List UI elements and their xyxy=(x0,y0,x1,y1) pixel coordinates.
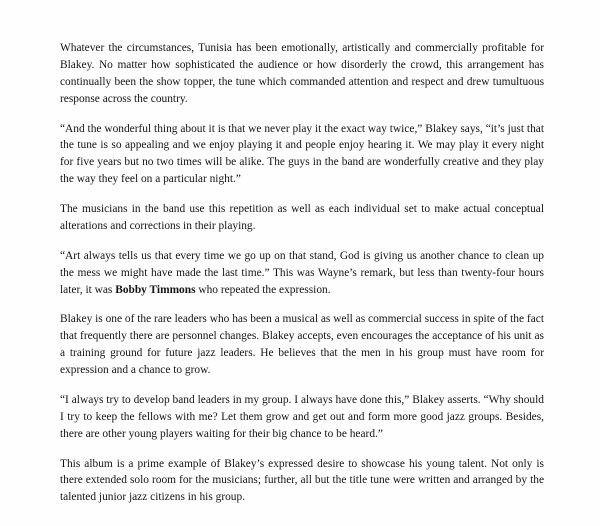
paragraph-6: “I always try to develop band leaders in my group. I always have done this,” Blakey asserts. “Why should I try to keep the fellows with me? Let them grow and get out and form more good jazz groups. Besides, there are other young players waiting for their big chance to be heard.” xyxy=(60,393,544,440)
paragraph-4 xyxy=(60,248,544,299)
paragraph-7: This album is a prime example of Blakey’s expressed desire to showcase his young talent. Not only is there extended solo room for the musicians; further, all but the title tune were written and arranged by the talented junior jazz citizens in his group. xyxy=(60,457,544,504)
paragraph-3: The musicians in the band use this repetition as well as each individual set to make actual conceptual alterations and corrections in their playing. xyxy=(60,203,544,232)
document-body xyxy=(60,40,544,506)
paragraph-2: “And the wonderful thing about it is that we never play it the exact way twice,” Blakey says, “it’s just that the tune is so appealing and we enjoy playing it and people enjoy hearing it. We may play it every night for five years but no two times will be alike. The guys in the band are wonderfully creative and they play the way they feel on a particular night.” xyxy=(60,122,544,186)
paragraph-5: Blakey is one of the rare leaders who has been a musical as well as commercial success in spite of the fact that frequently there are personnel changes. Blakey accepts, even encourages the acceptance of his unit as a training ground for future jazz leaders. He believes that the men in his group must have room for expression and a chance to grow. xyxy=(60,313,544,376)
paragraph-1: Whatever the circumstances, Tunisia has been emotionally, artistically and commercially profitable for Blakey. No matter how sophisticated the audience or how disorderly the crowd, this arrangement has continually been the show topper, the tune which commanded attention and respect and drew tumultuous response across the country. xyxy=(60,42,544,105)
paragraph-4-part-3: who repeated the expression. xyxy=(195,283,331,296)
musician-name-bobby-timmons: Bobby Timmons xyxy=(115,283,196,296)
paragraph-4-part-1: “Art always tells us that every time we go up on that stand, God is giving us another chance to clean up the mess we might have made the last time.” This was Wayne’s remark, but less than twenty-four hours later, it was xyxy=(60,249,544,296)
